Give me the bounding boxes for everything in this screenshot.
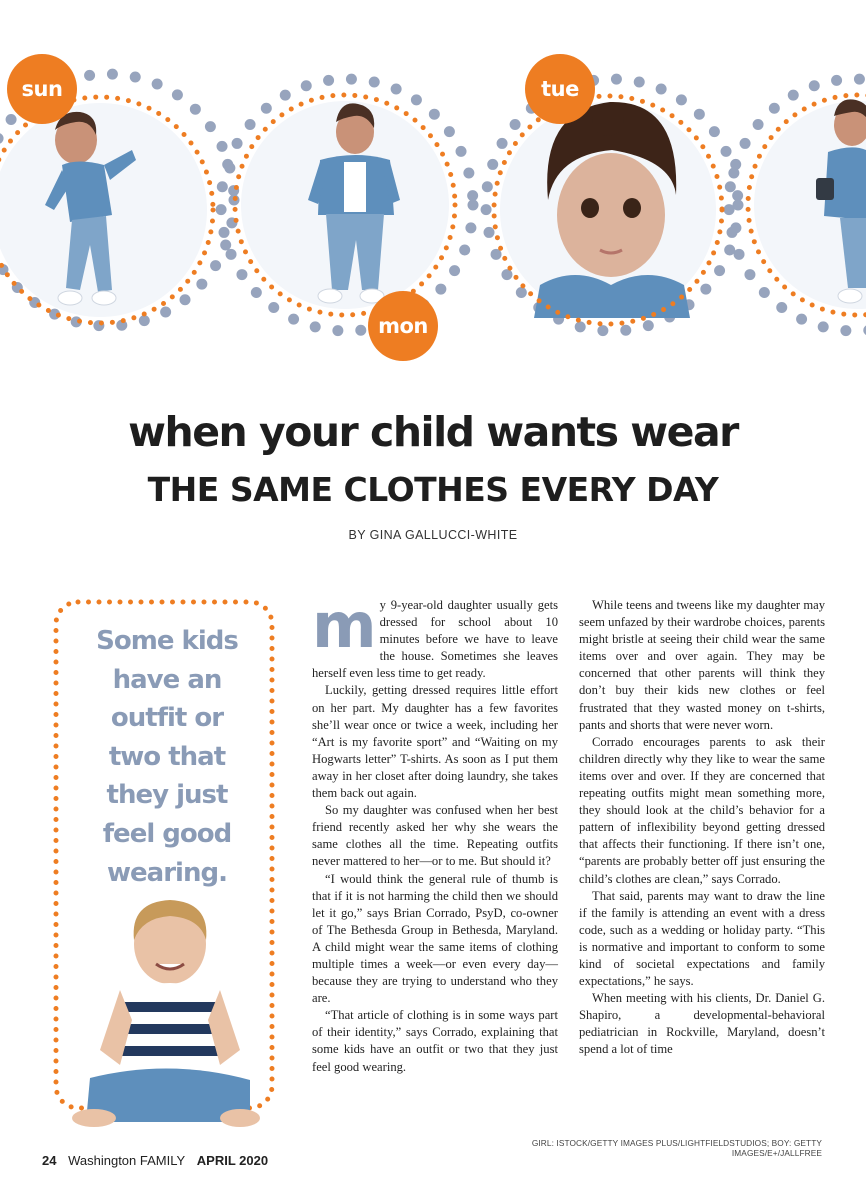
day-badge-tue: tue	[525, 54, 595, 124]
article-paragraph: “I would think the general rule of thumb is that if it is not harming the child then we should let it go,” says Brian Corrado, PsyD, co-owner of The Bethesda Group in Bethesda, Maryland. A child might wear the same items of clothing multiple times a week—or even every day—because they are trying to understand who they are.	[312, 871, 558, 1006]
pull-quote-line: feel good	[102, 818, 232, 849]
magazine-name: Washington FAMILY	[68, 1153, 186, 1168]
headline-line-2: THE SAME CLOTHES EVERY DAY	[147, 470, 719, 509]
boy-photo	[60, 890, 260, 1130]
article-paragraph: my 9-year-old daughter usually gets dressed for school about 10 minutes before we have to leave the house. Sometimes she leaves herself even less time to get ready.	[312, 589, 558, 681]
pull-quote-line: outfit or	[110, 703, 224, 734]
day-badge-sun: sun	[7, 54, 77, 124]
hero-banner	[0, 0, 866, 380]
article-paragraph: “That article of clothing is in some ways part of their identity,” says Corrado, explaining that some kids have an outfit or two that they just feel good wearing.	[312, 1008, 558, 1074]
article-column-2	[579, 597, 825, 1059]
article-paragraph: Corrado encourages parents to ask their children directly why they like to wear the same items over and over. If they are concerned that repeating outfits might mean something more, they should look at the child’s behavior for a pattern of inflexibility beyond getting dressed that affects their functioning. If there isn’t one, “parents are probably better off just ensuring the child’s clothes are clean,” says Corrado.	[579, 734, 825, 886]
drop-cap: m	[312, 589, 374, 662]
headline-line-1: when your child wants wear	[128, 408, 738, 456]
pull-quote-line: two that	[108, 741, 226, 772]
pull-quote-line: they just	[106, 780, 228, 811]
pull-quote	[82, 622, 252, 892]
photo-credit: GIRL: ISTOCK/GETTY IMAGES PLUS/LIGHTFIELDSTUDIOS; BOY: GETTY IMAGES/E+/JALLFREE	[531, 1138, 822, 1158]
page-footer	[42, 1153, 268, 1168]
byline: BY GINA GALLUCCI-WHITE	[348, 528, 518, 542]
page-number: 24	[42, 1153, 57, 1168]
pull-quote-line: wearing.	[107, 857, 227, 888]
article-paragraph: When meeting with his clients, Dr. Daniel G. Shapiro, a developmental-behavioral pediatrician in Rockville, Maryland, doesn’t spend a lot of time	[579, 991, 825, 1057]
article-paragraph: Luckily, getting dressed requires little effort on her part. My daughter has a few favorites she’ll wear once or twice a week, including her “Art is my favorite sport” and “Waiting on my Hogwarts letter” T-shirts. As soon as I put them away in her closet after doing laundry, she takes them back out again.	[312, 683, 558, 801]
article-paragraph: That said, parents may want to draw the line if the family is attending an event with a dress code, such as a wedding or holiday party. “This is normative and important to conform to some kind of societal expectations and family expectations,” he says.	[579, 888, 825, 989]
pull-quote-line: have an	[112, 664, 222, 695]
issue-date: APRIL 2020	[196, 1153, 269, 1168]
pull-quote-line: Some kids	[96, 626, 238, 656]
article-paragraph: While teens and tweens like my daughter may seem unfazed by their wardrobe choices, parents might bristle at seeing their child wear the same items over and over again. They may be concerned that other parents will think they don’t buy their kids new clothes or feel frustrated that they wasted money on t-shirts, pants and shorts that were never worn.	[579, 598, 825, 732]
article-column-1	[312, 589, 558, 1076]
day-badge-mon: mon	[368, 291, 438, 361]
article-paragraph: So my daughter was confused when her best friend recently asked her why she wears the same clothes all the time. Repeating outfits never mattered to her—or to me. But should it?	[312, 803, 558, 869]
